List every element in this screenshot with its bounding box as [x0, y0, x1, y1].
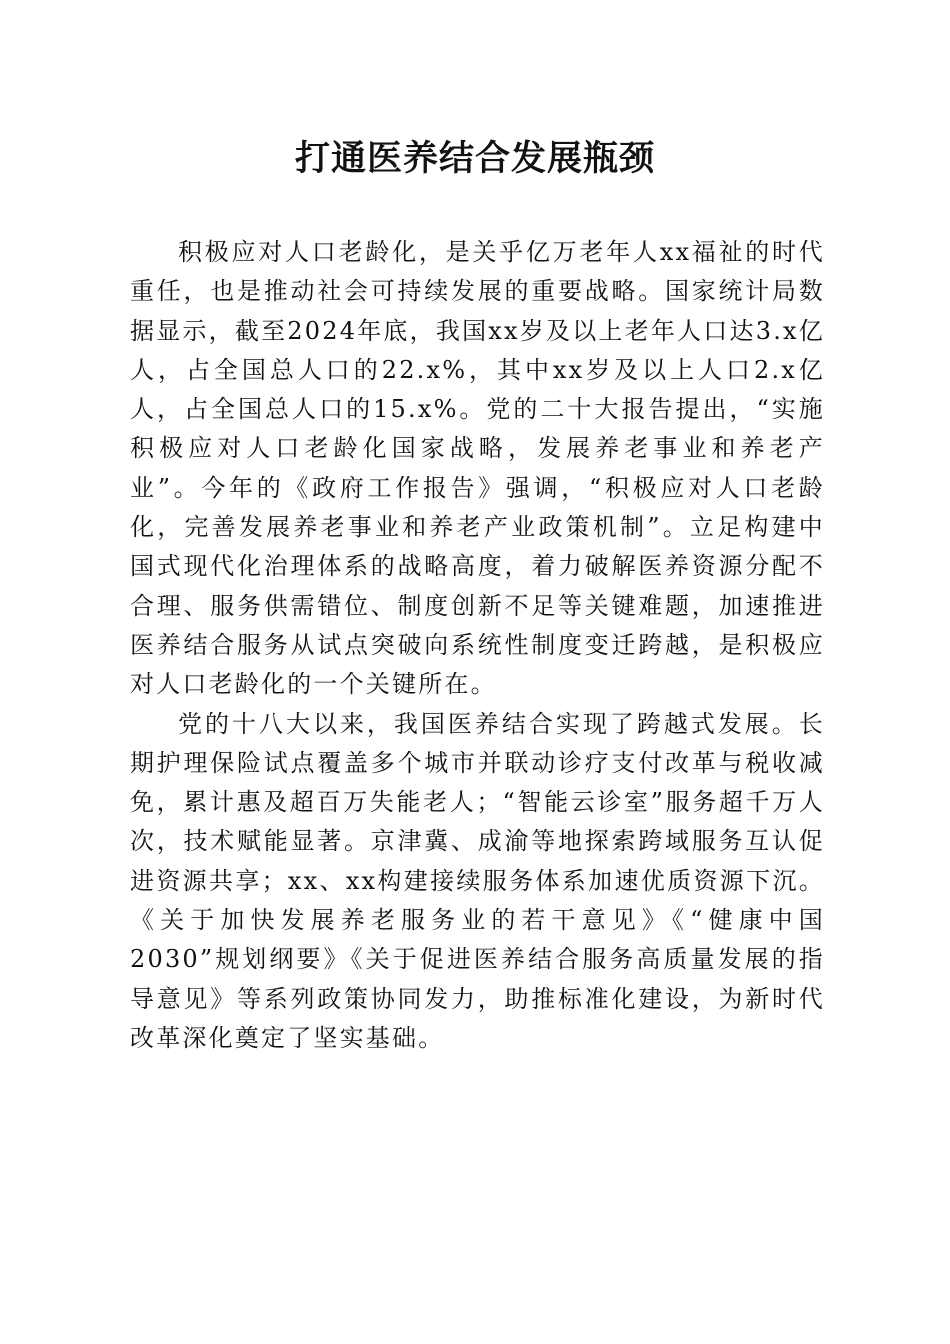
document-title: 打通医养结合发展瓶颈	[294, 138, 655, 179]
paragraph-intro: 积极应对人口老龄化，是关乎亿万老年人xx福祉的时代重任，也是推动社会可持续发展的重要战略。国家统计局数据显示，截至2024年底，我国xx岁及以上老年人口达3.x亿人，占全国总人口的22.x%，其中xx岁及以上人口2.x亿人，占全国总人口的15.x%。党的二十大报告提出，“实施积极应对人口老龄化国家战略，发展养老事业和养老产业”。今年的《政府工作报告》强调，“积极应对人口老龄化，完善发展养老事业和养老产业政策机制”。立足构建中国式现代化治理体系的战略高度，着力破解医养资源分配不合理、服务供需错位、制度创新不足等关键难题，加速推进医养结合服务从试点突破向系统性制度变迁跨越，是积极应对人口老龄化的一个关键所在。	[130, 238, 825, 699]
document-body	[130, 233, 825, 1058]
paragraph-progress: 党的十八大以来，我国医养结合实现了跨越式发展。长期护理保险试点覆盖多个城市并联动诊疗支付改革与税收减免，累计惠及超百万失能老人；“智能云诊室”服务超千万人次，技术赋能显著。京津冀、成渝等地探索跨域服务互认促进资源共享；xx、xx构建接续服务体系加速优质资源下沉。《关于加快发展养老服务业的若干意见》《“健康中国2030”规划纲要》《关于促进医养结合服务高质量发展的指导意见》等系列政策协同发力，助推标准化建设，为新时代改革深化奠定了坚实基础。	[130, 709, 825, 1052]
